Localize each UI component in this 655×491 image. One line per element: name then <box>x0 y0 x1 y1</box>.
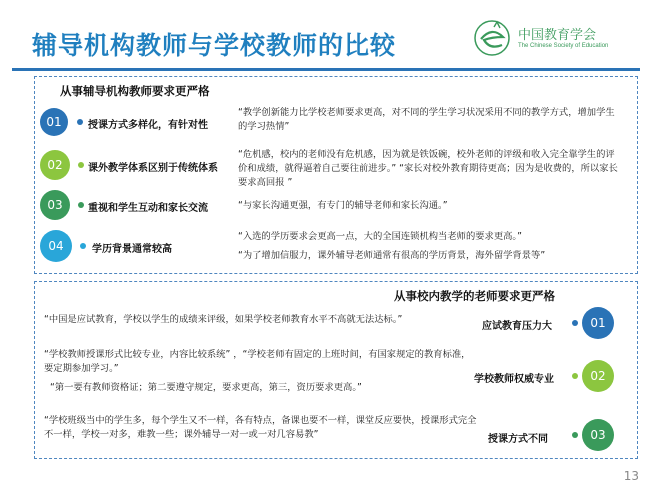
item-label: 学校教师权威专业 <box>474 374 554 385</box>
item-quote: “教学创新能力比学校老师要求更高，对不同的学生学习状况采用不同的教学方式，增加学生的学习热情” <box>238 107 615 132</box>
item-number-badge: 02 <box>40 150 70 180</box>
item-number-badge: 03 <box>40 190 70 220</box>
bullet-dot-icon <box>572 432 578 438</box>
item-quote: “学校教师授课形式比较专业，内容比较系统” ，“学校老师有固定的上班时间，有国家规定的教育标准，要定期参加学习。” <box>44 349 471 374</box>
title-divider <box>12 68 640 71</box>
item-quote-secondary: “为了增加信服力，课外辅导老师通常有很高的学历背景，海外留学背景等” <box>238 250 546 261</box>
item-number-badge: 03 <box>582 419 614 451</box>
logo-text-cn: 中国教育学会 <box>518 28 597 43</box>
bullet-dot-icon <box>77 119 83 125</box>
item-quote: “危机感，校内的老师没有危机感，因为就是铁饭碗，校外老师的评级和收入完全靠学生的评价和成绩，就得逼着自己要往前进步。” “家长对校外教育期待更高；因为是收费的，所以家长要求高回报 ” <box>238 149 618 188</box>
item-quote: “学校班级当中的学生多，每个学生又不一样，各有特点，备课也要不一样，课堂反应要快，授课形式完全不一样，学校一对多，难教一些；课外辅导一对一或一对几容易教” <box>44 415 477 440</box>
item-label: 学历背景通常较高 <box>92 244 172 255</box>
item-number-badge: 02 <box>582 360 614 392</box>
bullet-dot-icon <box>572 320 578 326</box>
item-number-badge: 01 <box>40 108 68 136</box>
item-quote-secondary: “第一要有教师资格证；第二要遵守规定，要求更高，第三，资历要求更高。” <box>50 382 362 393</box>
logo <box>472 18 642 62</box>
bullet-dot-icon <box>80 243 86 249</box>
item-label: 课外教学体系区别于传统体系 <box>88 163 218 174</box>
section-tutoring-title: 从事辅导机构教师要求更严格 <box>60 84 210 98</box>
page-number: 13 <box>623 469 639 483</box>
item-label: 授课方式不同 <box>488 434 548 445</box>
logo-emblem-icon <box>472 18 512 58</box>
item-label: 应试教育压力大 <box>482 321 552 332</box>
item-number-badge: 04 <box>40 230 72 262</box>
slide-title: 辅导机构教师与学校教师的比较 <box>32 31 397 60</box>
item-quote: “入选的学历要求会更高一点，大的全国连锁机构当老师的要求更高。” <box>238 231 522 242</box>
bullet-dot-icon <box>572 373 578 379</box>
logo-text-en: The Chinese Society of Education <box>518 43 609 49</box>
bullet-dot-icon <box>78 162 84 168</box>
item-quote: “中国是应试教育，学校以学生的成绩来评级，如果学校老师教育水平不高就无法达标。” <box>44 314 403 325</box>
item-number-badge: 01 <box>582 307 614 339</box>
item-label: 授课方式多样化，有针对性 <box>88 120 208 131</box>
item-quote: “与家长沟通更强，有专门的辅导老师和家长沟通。” <box>238 200 448 211</box>
item-label: 重视和学生互动和家长交流 <box>88 203 208 214</box>
section-school-title: 从事校内教学的老师要求更严格 <box>394 289 555 303</box>
bullet-dot-icon <box>78 202 84 208</box>
